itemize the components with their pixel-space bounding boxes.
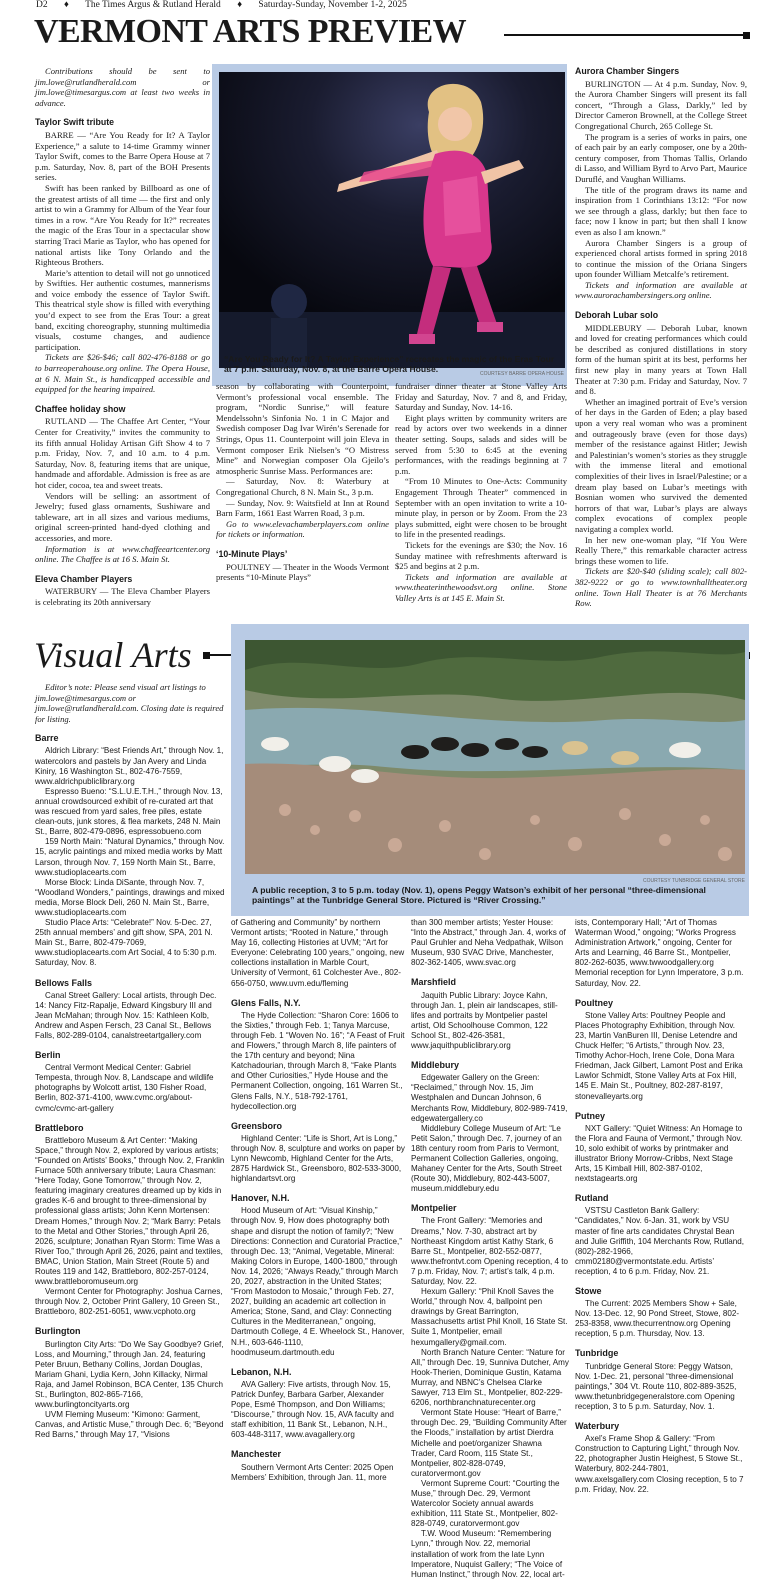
photo-caption: “Are You Ready for It? A Taylor Experience” recreates the magic of the Eras Tour at 7 p.m. Saturday, Nov. 8, at the Barre Opera House. — [224, 354, 555, 375]
listing: The Front Gallery: “Memories and Dreams,” Nov. 7-30, abstract art by Northeast Kingdom artist Kathy Stark, 6 Barre St., Montpelier, 802-552-0877, www.thefrontvt.com Opening reception, 4 to 7 p.m. Friday, Nov. 7; artist’s talk, 4 p.m. Saturday, Nov. 22. — [411, 1216, 569, 1286]
preview-column-1 — [35, 66, 210, 618]
listing: than 300 member artists; Yester House: “Into the Abstract,” through Jan. 4, works of Paul Gruhler and Neha Vedpathak, Wilson Museum, 930 SVAC Drive, Manchester, 802-362-1405, www.svac.org — [411, 918, 566, 968]
listing: Hood Museum of Art: “Visual Kinship,” through Nov. 9, How does photography both shape and disrupt the notion of family?; “New Directions: Connection and Curatorial Practice,” through Dec. 13; “Animal, Vegetable, Mineral: Making Colors in Europe, 1400-1800,” through Nov. 14, 2026; “Always Ready,” through March 20, 2027, abstraction in the United States; “From Mastodon to Mosaic,” through Feb. 27, 2027, building an academic art collection in America; Stone, Sand, and Clay: Connecting Cultures in the Mediterranean,” ongoing, Dartmouth College, 4 E. Wheelock St., Hanover, N.H., 603-646-1110, hoodmuseum.dartmouth.edu — [231, 1206, 405, 1357]
town-heading-putney: Putney — [575, 1110, 606, 1121]
listing: Tunbridge General Store: Peggy Watson, Nov. 1-Dec. 21, personal “three-dimensional paintings,” 304 Vt. Route 110, 802-889-3525, www.thetunbridgegeneralstore.com Opening reception, 3 to 5 p.m. Saturday, Nov. 1. — [575, 1361, 737, 1411]
listing: Jaquith Public Library: Joyce Kahn, through Jan. 1, plein air landscapes, still-lifes and portraits by Montpelier pastel artist, Old Schoolhouse Common, 122 School St., 802-426-3581, www.jaquithpubliclibrary.org — [411, 990, 558, 1051]
town-heading-tunbridge: Tunbridge — [575, 1348, 619, 1359]
town-heading-glens-falls: Glens Falls, N.Y. — [231, 997, 301, 1008]
listing: Highland Center: “Life is Short, Art is Long,” through Nov. 8, sculpture and works on paper by Lynn Newcomb, Highland Center for the Arts, 2875 Hardwick St., Greensboro, 802-533-3000, highlandartsvt.org — [231, 1133, 405, 1184]
ticket-info: Tickets and information are available at www.theaterinthewoodsvt.org online. Stone Valley Arts is at 145 E. Main St. — [395, 571, 567, 603]
town-heading-barre: Barre — [35, 733, 59, 744]
listing: Edgewater Gallery on the Green: “Reclaimed,” through Nov. 15, Jim Westphalen and Duncan Johnson, 6 Merchants Row, Middlebury, 802-989-7419, edgewatergallery.co — [411, 1073, 568, 1123]
section-title: VERMONT ARTS PREVIEW — [34, 13, 467, 50]
paragraph: RUTLAND — The Chaffee Art Center, “Your Center for Creativity,” invites the community to its fifth annual Holiday Artisan Gift Show 4 to 7 p.m. Friday, Nov. 7, and 10 a.m. to 4 p.m. Saturday, Nov. 8, featuring items that are unique, handmade and affordable. Admission is free as are hot cider, cocoa, tea and sweet treats. — [35, 416, 210, 490]
paragraph: Eight plays written by community writers are read by actors over two weekends in a dinner theater setting. Soups, salads and sides will be served from 5:30 to 6:45 at the evening performances, with the readings beginning at 7 p.m. — [395, 412, 567, 476]
paragraph: Vendors will be selling: an assortment of Jewelry; fused glass ornaments, Sushiware and tableware, art in all sizes and various mediums, original screen-printed hand-dyed clothing and accessories, and more. — [35, 490, 210, 543]
paragraph: “From 10 Minutes to One-Acts: Community Engagement Through Theater” commenced in September with an open invitation to write a 10-minute play, in person or by Zoom. From the 23 plays submitted, eight were chosen to be brought to life in the presented readings. — [395, 476, 567, 540]
paragraph: WATERBURY — The Eleva Chamber Players is celebrating its 20th anniversary — [35, 586, 210, 607]
listing: Vermont Center for Photography: Joshua Carnes, through Nov. 2, October Print Gallery, 10 Green St., Brattleboro, 802-251-6051, www.vcphoto.org — [35, 1287, 223, 1317]
folio-separator-icon: ♦ — [237, 0, 243, 10]
photo-credit: COURTESY TUNBRIDGE GENERAL STORE — [643, 878, 745, 884]
headline-chaffee: Chaffee holiday show — [35, 403, 126, 414]
rule-end-icon — [743, 32, 750, 39]
page-number: D2 — [36, 0, 48, 10]
folio-separator-icon: ♦ — [64, 0, 69, 10]
ticket-info: Go to www.elevachamberplayers.com online for tickets or information. — [216, 518, 389, 540]
town-heading-waterbury: Waterbury — [575, 1421, 620, 1432]
listing: Axel’s Frame Shop & Gallery: “From Construction to Capturing Light,” through Nov. 22, photographer Justin Heighest, 5 Stowe St., Waterbury, 802-244-7801, www.axelsgallery.com Closing reception, 5 to 7 p.m. Friday, Nov. 22. — [575, 1434, 744, 1494]
listing: ists, Contemporary Hall; “Art of Thomas Waterman Wood,” ongoing; “Works Progress Administration Artwork,” ongoing, Center for Arts and Learning, 46 Barre St., Montpelier, 802-262-6035, www.twwoodgallery.org Memorial reception for Lynn Imperatore, 3 p.m. Saturday, Nov. 22. — [575, 918, 744, 988]
masthead — [34, 12, 754, 52]
listing: VSTSU Castleton Bank Gallery: “Candidates,” Nov. 6-Jan. 31, work by VSU master of fine arts candidates Chrystal Bean and Julie Griffith, 104 Merchants Row, Rutland, (802)-282-1966, cmm02180@vermontstate.edu. Artists’ reception, 4 to 6 p.m. Friday, Nov. 21. — [575, 1206, 745, 1276]
visual-arts-column-1 — [35, 682, 225, 1450]
paragraph: Marie’s attention to detail will not go unnoticed by Swifties. Her authentic costumes, mannerisms and voice embody the essence of Taylor Swift. This theatrical style show is filled with everything you’d expect to see from the Eras Tour: a great band, exciting choreography, stunning multimedia visuals, costume changes, and audience participation. — [35, 267, 210, 352]
ticket-info: Tickets and information are available at www.aurorachambersingers.org online. — [575, 279, 747, 301]
paper-name: The Times Argus & Rutland Herald — [85, 0, 221, 10]
painting-image — [245, 640, 745, 874]
listing: The Hyde Collection: “Sharon Core: 1606 to the Sixties,” through Feb. 1; Tanya Marcuse, through Feb. 1 “Woven No. 16”; “A Feast of Fruit and Flowers,” through March 8, life painters of the 17th century and beyond; Nina Katchadourian, through March 8, “Fake Plants and Other Curiosities,” Hyde House and the Permanent Collection, ongoing, 161 Warren St., Glens Falls, N.Y., 518-792-1761, hydecollection.org — [231, 1010, 405, 1111]
listing: Espresso Bueno: “S.L.U.E.T.H.,” through Nov. 13, annual crowdsourced exhibit of re-curated art that was rescued from yard sales, free piles, estate clean-outs, junk stores, & flea markets, 248 N. Main St., Barre, 802-479-0896, espressobueno.com — [35, 786, 223, 837]
listing: Studio Place Arts: “Celebrate!” Nov. 5-Dec. 27, 25th annual members’ and gift show, SPA, 201 N. Main St., Barre, 802-479-7069, www.studioplacearts.com Art Social, 4 to 5:30 p.m. Saturday, Nov. 8. — [35, 918, 217, 968]
river-crossing-painting — [245, 640, 745, 874]
paragraph: Tickets for the evenings are $30; the Nov. 16 Sunday matinee with refreshments afterward is $25 and begins at 2 p.m. — [395, 539, 567, 572]
paragraph: — Saturday, Nov. 8: Waterbury at Congregational Church, 8 N. Main St., 3 p.m. — [216, 476, 389, 497]
photo-caption: A public reception, 3 to 5 p.m. today (Nov. 1), opens Peggy Watson’s exhibit of her personal “three-dimensional paintings” at the Tunbridge General Store. Pictured is “River Crossing.” — [252, 885, 706, 906]
town-heading-greensboro: Greensboro — [231, 1120, 283, 1131]
listing: T.W. Wood Museum: “Remembering Lynn,” through Nov. 22, memorial installation of work from the late Lynn Imperatore, Nuquist Gallery; “The Voice of Human Instinct,” through Nov. 22, local art- — [411, 1529, 565, 1579]
town-heading-berlin: Berlin — [35, 1050, 61, 1061]
listing: Vermont State House: “Heart of Barre,” through Dec. 29, “Building Community After the Floods,” installation by artist Dierdra Michelle and poet/organizer Shawna Trader, Card Room, 115 State St., Montpelier, 802-828-0749, curatorvermont.gov — [411, 1408, 567, 1478]
paragraph: The program is a series of works in pairs, one of each pair by an early composer, one by a 20th-century composer, from Thomas Tallis, Orlando di Lasso, and William Byrd to Arvo Part, Maurice Duruflé, and Vaughan Williams. — [575, 131, 747, 184]
ticket-info: Information is at www.chaffeeartcenter.org online. The Chaffee is at 16 S. Main St. — [35, 543, 210, 565]
town-heading-middlebury: Middlebury — [411, 1060, 460, 1071]
listing: Vermont Supreme Court: “Courting the Muse,” through Dec. 29, Vermont Watercolor Society annual awards exhibition, 111 State St., Montpelier, 802-828-0749, curatorvermont.gov — [411, 1478, 560, 1529]
listing: Hexum Gallery: “Phil Knoll Saves the World,” through Nov. 4, ballpoint pen drawings by Great Barrington, Massachusetts artist Phil Knoll, 16 State St. Suite 1, Montpelier, email hexumgallery@gmail.com. — [411, 1287, 568, 1347]
ticket-info: Tickets are $26-$46; call 802-476-8188 or go to barreoperahouse.org online. The Opera House, at 6 N. Main St., is handicapped accessible and equipped for the hearing impaired. — [35, 352, 210, 395]
paragraph: BARRE — “Are You Ready for It? A Taylor Experience,” a salute to 14-time Grammy winner Taylor Swift, comes to the Barre Opera House at 7 p.m. Saturday, Nov. 8, part of the BOH Presents series. — [35, 129, 210, 183]
paragraph: season by collaborating with Counterpoint, Vermont’s professional vocal ensemble. The program, “Nordic Sunrise,” will feature Mendelssohn’s Sinfonia No. 1 in C Major and Swedish composer Dag Ivar Wirén’s Serenade for Strings, Opus 11. Counterpoint will join Eleva in Vermont composer Erik Nielsen’s “O Mistress Mine” and Norwegian composer Ola Gjeilo’s atmospheric Sunrise Mass. Performances are: — [216, 381, 389, 476]
listing: AVA Gallery: Five artists, through Nov. 15, Patrick Dunfey, Barbara Garber, Alexander Pope, Esmé Thompson, and Don Williams; “Discourse,” through Nov. 15, AVA faculty and staff exhibition, 11 Bank St., Lebanon, N.H., 603-448-3117, www.avagallery.org — [231, 1379, 394, 1440]
listing: Central Vermont Medical Center: Gabriel Tempesta, through Nov. 8, Landscape and wildlife photographs by Wolcott artist, 130 Fisher Road, Berlin, 802-371-4100, www.cvmc.org/about-cvmc/cvmc-art-gallery — [35, 1063, 214, 1113]
town-heading-lebanon: Lebanon, N.H. — [231, 1366, 292, 1377]
headline-eleva: Eleva Chamber Players — [35, 573, 133, 584]
paragraph: Aurora Chamber Singers is a group of experienced choral artists formed in spring 2018 to continue the mission of the Oriana Singers upon founder William Metcalfe’s retirement. — [575, 237, 747, 280]
paragraph: Whether an imagined portrait of Eve’s version of her days in the Garden of Eden; a play based upon a very real woman who was a prominent and outrageously brave (even for those days) member of the resistance against Hitler; Jewish and Palestinian’s women’s stories as they struggle with the immense literal and emotional complexities of their lives in Israel/Palestine; or a dream play based on Lubar’s meetings with Bosnian women who survived the demented horrors of that war, Lubar’s plays are always complex evocations of complex people navigating a complex world. — [575, 396, 747, 534]
paragraph: Swift has been ranked by Billboard as one of the greatest artists of all time — the first and only artist to win a Grammy for Album of the Year four times in a row. “Are You Ready for It?” recreates the magic of the Eras Tour in a spectacular show starring Traci Marie as Taylor, who has opened for national artists like Tony Orlando and the Righteous Brothers. — [35, 182, 210, 268]
listing: The Current: 2025 Members Show + Sale, Nov. 13-Dec. 12, 90 Pond Street, Stowe, 802-253-8358, www.thecurrentnow.org Opening reception, 5 p.m. Thursday, Nov. 13. — [575, 1299, 740, 1339]
town-heading-poultney: Poultney — [575, 997, 614, 1008]
preview-column-2 — [216, 381, 389, 617]
listing: 159 North Main: “Natural Dynamics,” through Nov. 15, acrylic paintings and mixed media works by Matt Larson, through Nov. 7, 159 North Main St., Barre, www.studioplacearts.com — [35, 837, 225, 877]
town-heading-stowe: Stowe — [575, 1286, 602, 1296]
town-heading-montpelier: Montpelier — [411, 1203, 457, 1214]
contributions-note: Contributions should be sent to jim.lowe@rutlandherald.com or jim.lowe@timesargus.com at least two weeks in advance. — [35, 66, 210, 108]
town-heading-hanover: Hanover, N.H. — [231, 1193, 290, 1204]
taylor-performer-photo — [219, 72, 565, 368]
preview-column-4 — [575, 66, 747, 618]
listing: Aldrich Library: “Best Friends Art,” through Nov. 1, watercolors and pastels by Jan Avery and Linda Kiniry, 16 Washington St., 802-476-7559, www.aldrichpubliclibrary.org — [35, 746, 224, 786]
paragraph: MIDDLEBURY — Deborah Lubar, known and loved for creating performances which could be described as conjured distillations in story form of the human spirit at its best, performs her first new play in many years at Town Hall Theater at 7:30 p.m. Friday and Saturday, Nov. 7 and 8. — [575, 322, 747, 397]
editors-note: Editor’s note: Please send visual art listings to jim.lowe@timesargus.com or jim.lowe@rutlandherald.com. Closing date is required for listing. — [35, 682, 224, 724]
photo-credit: COURTESY BARRE OPERA HOUSE — [479, 371, 564, 377]
listing: Southern Vermont Arts Center: 2025 Open Members’ Exhibition, through Jan. 11, more — [231, 1462, 394, 1482]
issue-date: Saturday-Sunday, November 1-2, 2025 — [258, 0, 407, 10]
town-heading-manchester: Manchester — [231, 1449, 282, 1460]
ticket-info: Tickets are $20-$40 (sliding scale); call 802-382-9222 or go to www.townhalltheater.org online. Town Hall Theater is at 76 Merchants Row. — [575, 566, 747, 609]
paragraph: In her new one-woman play, “If You Were Really There,” this remarkable character actress brings these women to life. — [575, 534, 747, 566]
headline-10-minute-plays: ‘10-Minute Plays’ — [216, 548, 288, 559]
town-heading-bellows-falls: Bellows Falls — [35, 977, 93, 988]
town-heading-brattleboro: Brattleboro — [35, 1122, 84, 1133]
listing: Burlington City Arts: “Do We Say Goodbye? Grief, Loss, and Mourning,” through Jan. 24, featuring Peter Bruun, Bethany Collins, Jordan Douglas, Mariam Ghani, Lydia Kern, John Killacky, Nirmal Raja, and Jamel Robinson, BCA Center, 135 Church St., Burlington, 802-865-7166, www.burlingtoncityarts.org — [35, 1339, 224, 1410]
paragraph: BURLINGTON — At 4 p.m. Sunday, Nov. 9, the Aurora Chamber Singers will present its fall concert, “Through a Glass, Darkly,” led by Director Cameron Brownell, at the College Street Congregational Church, 265 College St. — [575, 78, 747, 131]
visual-arts-title: Visual Arts — [34, 635, 192, 675]
concert-photo-image — [219, 72, 565, 368]
folio-line — [36, 0, 756, 12]
headline-lubar: Deborah Lubar solo — [575, 310, 659, 321]
paragraph: POULTNEY — Theater in the Woods Vermont presents “10-Minute Plays” — [216, 561, 389, 583]
listing: Morse Block: Linda DiSante, through Nov. 7, “Woodland Wonders,” paintings, drawings and mixed media, Morse Block Deli, 260 N. Main St., Barre, www.studioplacearts.com — [35, 877, 225, 917]
listing: Stone Valley Arts: Poultney People and Places Photography Exhibition, through Nov. 23, Martin VanBuren III, Denise Letendre and Chuck Helfer; “6 Artists,” through Nov. 23, Timothy Achor-Hoch, Irene Cole, Dona Mara Friedman, Jack Gilbert, Lamont Post and Erika Lawlor Schmidt, Stone Valley Arts at Fox Hill, 145 E. Main St., Poultney, 802-287-8197, stonevalleyarts.org — [575, 1010, 743, 1101]
headline-aurora: Aurora Chamber Singers — [575, 66, 680, 76]
town-heading-marshfield: Marshfield — [411, 977, 457, 988]
rule-start-icon — [203, 652, 210, 659]
listing: UVM Fleming Museum: “Kimono: Garment, Canvas, and Artistic Muse,” through Dec. 6; “Beyond Red Barns,” through May 17, “Visions — [35, 1410, 224, 1440]
masthead-rule — [504, 34, 744, 36]
paragraph: fundraiser dinner theater at Stone Valley Arts Friday and Saturday, Nov. 7 and 8, and Friday, Saturday and Sunday, Nov. 14-16. — [395, 381, 567, 413]
preview-column-3 — [395, 381, 567, 617]
visual-arts-column-4 — [575, 918, 748, 1494]
listing: NXT Gallery: “Quiet Witness: An Homage to the Flora and Fauna of Vermont,” through Nov. 10, solo exhibit of works by printmaker and illustrator Briony Morrow-Cribbs, Next Stage Arts, 15 Kimball Hill, 802-387-0102, nextstagearts.org — [575, 1123, 743, 1184]
listing: Middlebury College Museum of Art: “Le Petit Salon,” through Dec. 7, journey of an 18th century room from Paris to Vermont, Permanent Collection Galleries, ongoing, Mahaney Center for the Arts, South Street (Route 30), Middlebury, 802-443-5007, museum.middlebury.edu — [411, 1123, 562, 1194]
town-heading-burlington: Burlington — [35, 1326, 81, 1337]
visual-arts-column-2 — [231, 918, 405, 1482]
headline-taylor-swift: Taylor Swift tribute — [35, 117, 115, 128]
listing: Canal Street Gallery: Local artists, through Dec. 14: Nancy Fitz-Rapalje, Edward Kingsbury III and Jean McMahan; through Nov. 15: Kathleen Kolb, Andrew and Aspen Fersch, 23 Canal St., Bellows Falls, 802-289-0104, canalstreetartgallery.com — [35, 990, 217, 1040]
paragraph: The title of the program draws its name and inspiration from 1 Corinthians 13:12: “For now we see through a glass, darkly; but then face to face; now I know in part; but then shall I know even as also I am known.” — [575, 184, 747, 237]
listing: North Branch Nature Center: “Nature for All,” through Dec. 19, Sunniva Dutcher, Amy Hook-Therien, Dominique Gustin, Katama Murray, and NBNC’s Chelsea Clarke Sawyer, 713 Elm St., Montpelier, 802-229-6206, northbranchnaturecenter.org — [411, 1347, 569, 1408]
visual-arts-column-3 — [411, 918, 569, 1579]
town-heading-rutland: Rutland — [575, 1193, 609, 1204]
listing: of Gathering and Community” by northern Vermont artists; “Rooted in Nature,” through May 16, collecting Histories at UVM; “Art for Everyone: Celebrating 100 years,” ongoing, new collections installation in Marble Court, University of Vermont, 61 Colchester Ave., 802-656-0750, www.uvm.edu/fleming — [231, 918, 405, 988]
paragraph: — Sunday, Nov. 9: Waitsfield at Inn at Round Barn Farm, 1661 East Warren Road, 3 p.m. — [216, 497, 389, 519]
listing: Brattleboro Museum & Art Center: “Making Space,” through Nov. 2, explored by various artists; “Founded on Artists’ Books,” through Nov. 2, Franklin Furnace 50th anniversary tribute; Laura Chasman: “Here Today, Gone Tomorrow,” through Nov. 2, featuring imaginary creatures dreamed up by kids in grades K-6 and brought to three-dimensional by professional glass artists; John Kenn Mortensen: Dream Homes,” through Nov. 2; “Mark Barry: Petals to the Metal and Other Stories,” through April 26, 2026, sculpture; Jonathan Ryan Storm: Time Was a River Too,” through April 26, 2026, paint and textiles, BMAC, Union Station, Main Street (Route 5) and Routes 119 and 142, Brattleboro, 802-257-0124, www.brattleboromuseum.org — [35, 1135, 225, 1287]
